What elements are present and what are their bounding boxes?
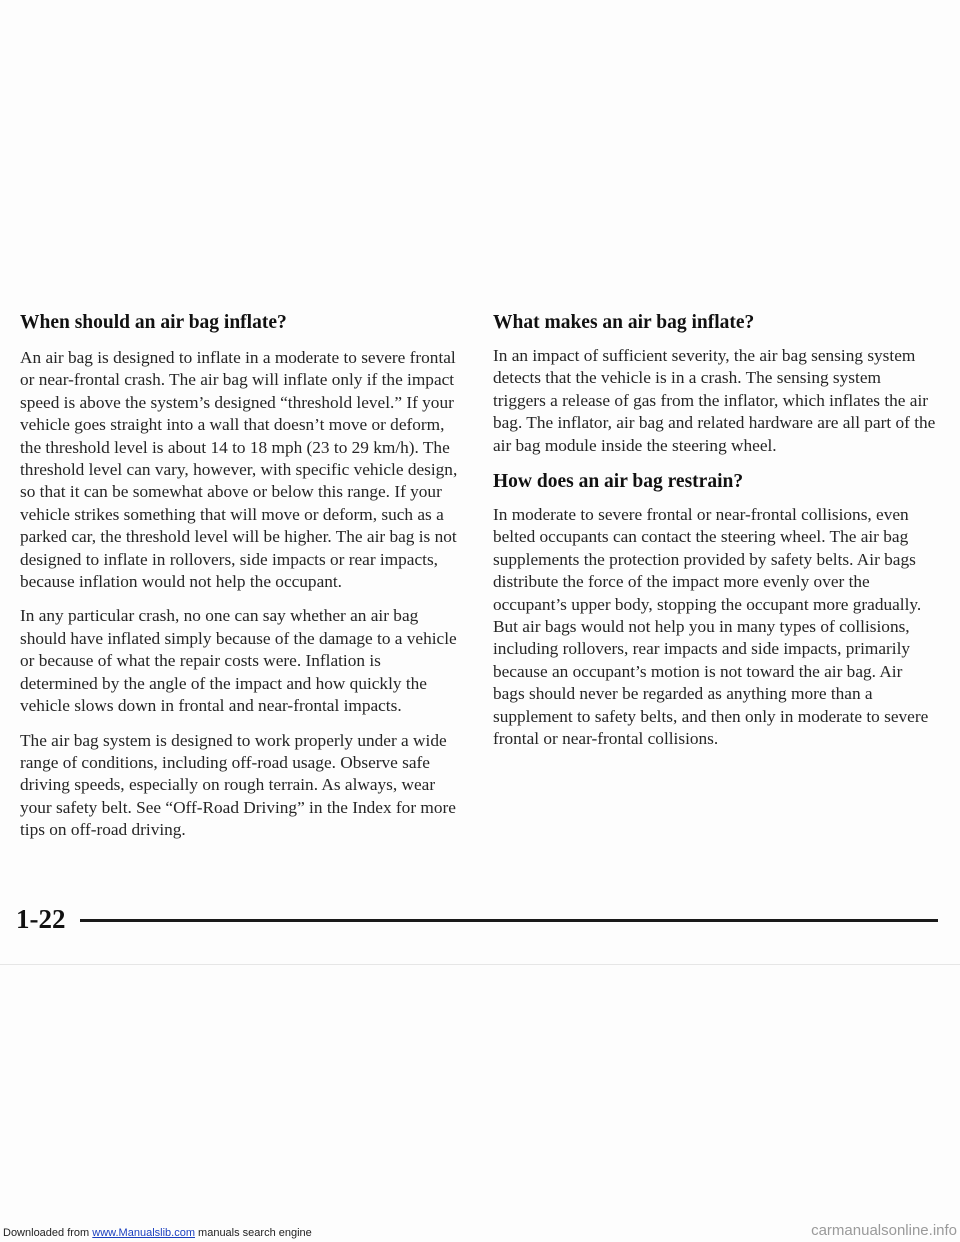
paragraph-offroad: The air bag system is designed to work properly under a wide range of conditions, including off-road usage. Observe safe driving speeds, especially on rough terrain. As always, wear your safety belt. See “Off-Road Driving” in the Index for more tips on off-road driving. bbox=[20, 730, 456, 840]
paragraph-threshold: An air bag is designed to inflate in a moderate to severe frontal or near-frontal crash. The air bag will inflate only if the impact speed is above the system’s designed “threshold level.” If your vehicle goes straight into a wall that doesn’t move or deform, the threshold level is about 14 to 18 mph (23 to 29 km/h). The threshold level can vary, however, with specific vehicle design, so that it can be somewhat above or below this range. If your vehicle strikes something that will move or deform, such as a parked car, the threshold level will be higher. The air bag is not designed to inflate in rollovers, side impacts or rear impacts, because inflation would not help the occupant. bbox=[20, 348, 458, 592]
footer-rule bbox=[80, 919, 938, 922]
heading-how-restrain: How does an air bag restrain? bbox=[493, 471, 744, 493]
download-banner bbox=[3, 1226, 312, 1240]
manualslib-link[interactable]: www.Manualslib.com bbox=[92, 1227, 195, 1239]
banner-suffix: manuals search engine bbox=[194, 1227, 312, 1239]
banner-prefix: Downloaded from bbox=[3, 1227, 93, 1239]
right-column bbox=[493, 310, 938, 763]
paragraph-damage: In any particular crash, no one can say whether an air bag should have inflated simply because of the damage to a vehicle or because of what the repair costs were. Inflation is determined by the angle of the impact and how quickly the vehicle slows down in frontal and near-frontal impacts. bbox=[20, 606, 457, 716]
paragraph-restrain: In moderate to severe frontal or near-frontal collisions, even belted occupants can contact the steering wheel. The air bag supplements the protection provided by safety belts. Air bags distribute the force of the impact more evenly over the occupant’s upper body, stopping the occupant more gradually. But air bags would not help you in many types of collisions, including rollovers, rear impacts and side impacts, primarily because an occupant’s motion is not toward the air bag. Air bags should never be regarded as anything more than a supplement to safety belts, and then only in moderate to severe frontal or near-frontal collisions. bbox=[493, 505, 929, 749]
paragraph-sensing-system: In an impact of sufficient severity, the air bag sensing system detects that the vehicle is in a crash. The sensing system triggers a release of gas from the inflator, which inflates the air bag. The inflator, air bag and related hardware are all part of the air bag module inside the steering wheel. bbox=[493, 346, 936, 455]
page-number: 1-22 bbox=[16, 904, 66, 934]
scan-edge-line bbox=[0, 964, 960, 965]
heading-what-makes-inflate: What makes an air bag inflate? bbox=[493, 312, 755, 333]
site-watermark: carmanualsonline.info bbox=[811, 1222, 957, 1239]
left-column bbox=[20, 310, 460, 854]
heading-when-inflate: When should an air bag inflate? bbox=[20, 312, 287, 333]
